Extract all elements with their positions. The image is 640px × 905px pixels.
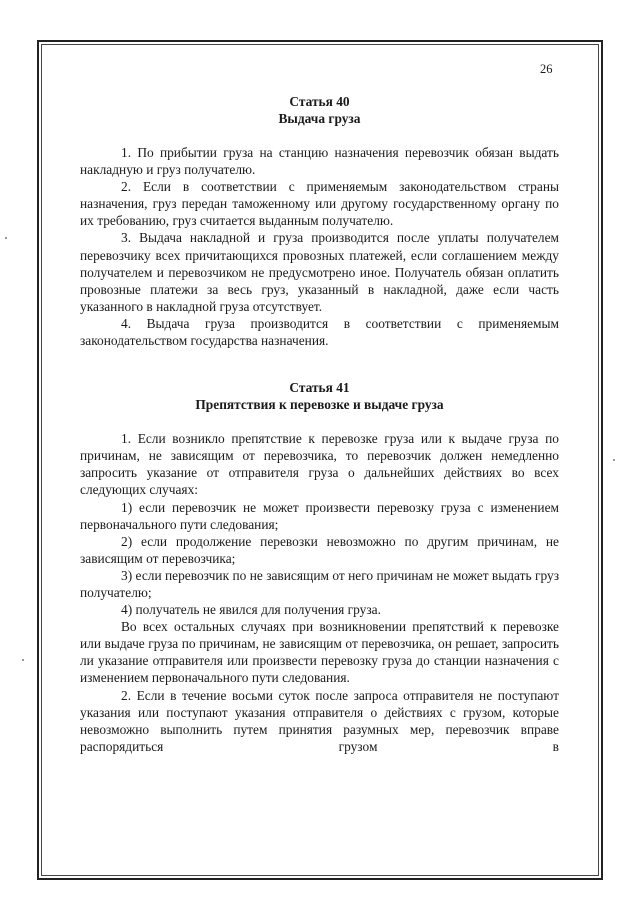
scan-speck: [613, 459, 615, 461]
paragraph: 1. По прибытии груза на станцию назначения перевозчик обязан выдать накладную и груз получателю.: [80, 145, 559, 178]
scan-speck: [22, 659, 24, 661]
article-40-header: [80, 93, 559, 127]
paragraph: 2. Если в течение восьми суток после запроса отправителя не поступают указания или поступают указания отправителя о действиях с грузом, которые невозможно выполнить путем принятия разумных мер, перевозчик вправе распорядиться грузом в: [80, 687, 559, 754]
paragraph: 1. Если возникло препятствие к перевозке груза или к выдаче груза по причинам, не зависящим от перевозчика, то перевозчик должен немедленно запросить указание от отправителя груза о дальнейших действиях во всех следующих случаях:: [80, 431, 559, 498]
document-body: [80, 93, 559, 755]
article-subtitle: Выдача груза: [278, 111, 361, 126]
article-title: Статья 41: [289, 380, 350, 396]
article-40-body: [80, 144, 559, 349]
article-title: Статья 40: [289, 94, 350, 109]
scan-speck: [5, 237, 7, 239]
article-41-header: [80, 379, 559, 413]
list-item: 1) если перевозчик не может произвести перевозку груза с изменением первоначального пути следования;: [80, 499, 559, 532]
article-subtitle: Препятствия к перевозке и выдаче груза: [195, 397, 444, 413]
paragraph: 2. Если в соответствии с применяемым законодательством страны назначения, груз передан таможенному или другому государственному органу по их требованию, груз считается выданным получателю.: [80, 179, 559, 229]
list-item: 4) получатель не явился для получения груза.: [121, 602, 381, 618]
article-41-body: [80, 430, 559, 755]
paragraph: 4. Выдача груза производится в соответствии с применяемым законодательством государства назначения.: [80, 315, 559, 349]
page-number: 26: [540, 62, 553, 76]
list-item: 3) если перевозчик по не зависящим от него причинам не может выдать груз получателю;: [80, 567, 559, 600]
paragraph: 3. Выдача накладной и груза производится после уплаты получателем перевозчику всех причитающихся провозных платежей, если соглашением между получателем и перевозчиком не предусмотрено иное. Получатель обязан оплатить провозные платежи за весь груз, указанный в накладной, даже если часть указанного в накладной груза отсутствует.: [80, 230, 559, 314]
list-item: 2) если продолжение перевозки невозможно по другим причинам, не зависящим от перевозчика;: [80, 533, 559, 566]
paragraph: Во всех остальных случаях при возникновении препятствий к перевозке или выдаче груза по причинам, не зависящим от перевозчика, он решает, запросить ли указание отправителя или произвести перевозку груза до станции назначения с изменением первоначального пути следования.: [80, 619, 559, 686]
